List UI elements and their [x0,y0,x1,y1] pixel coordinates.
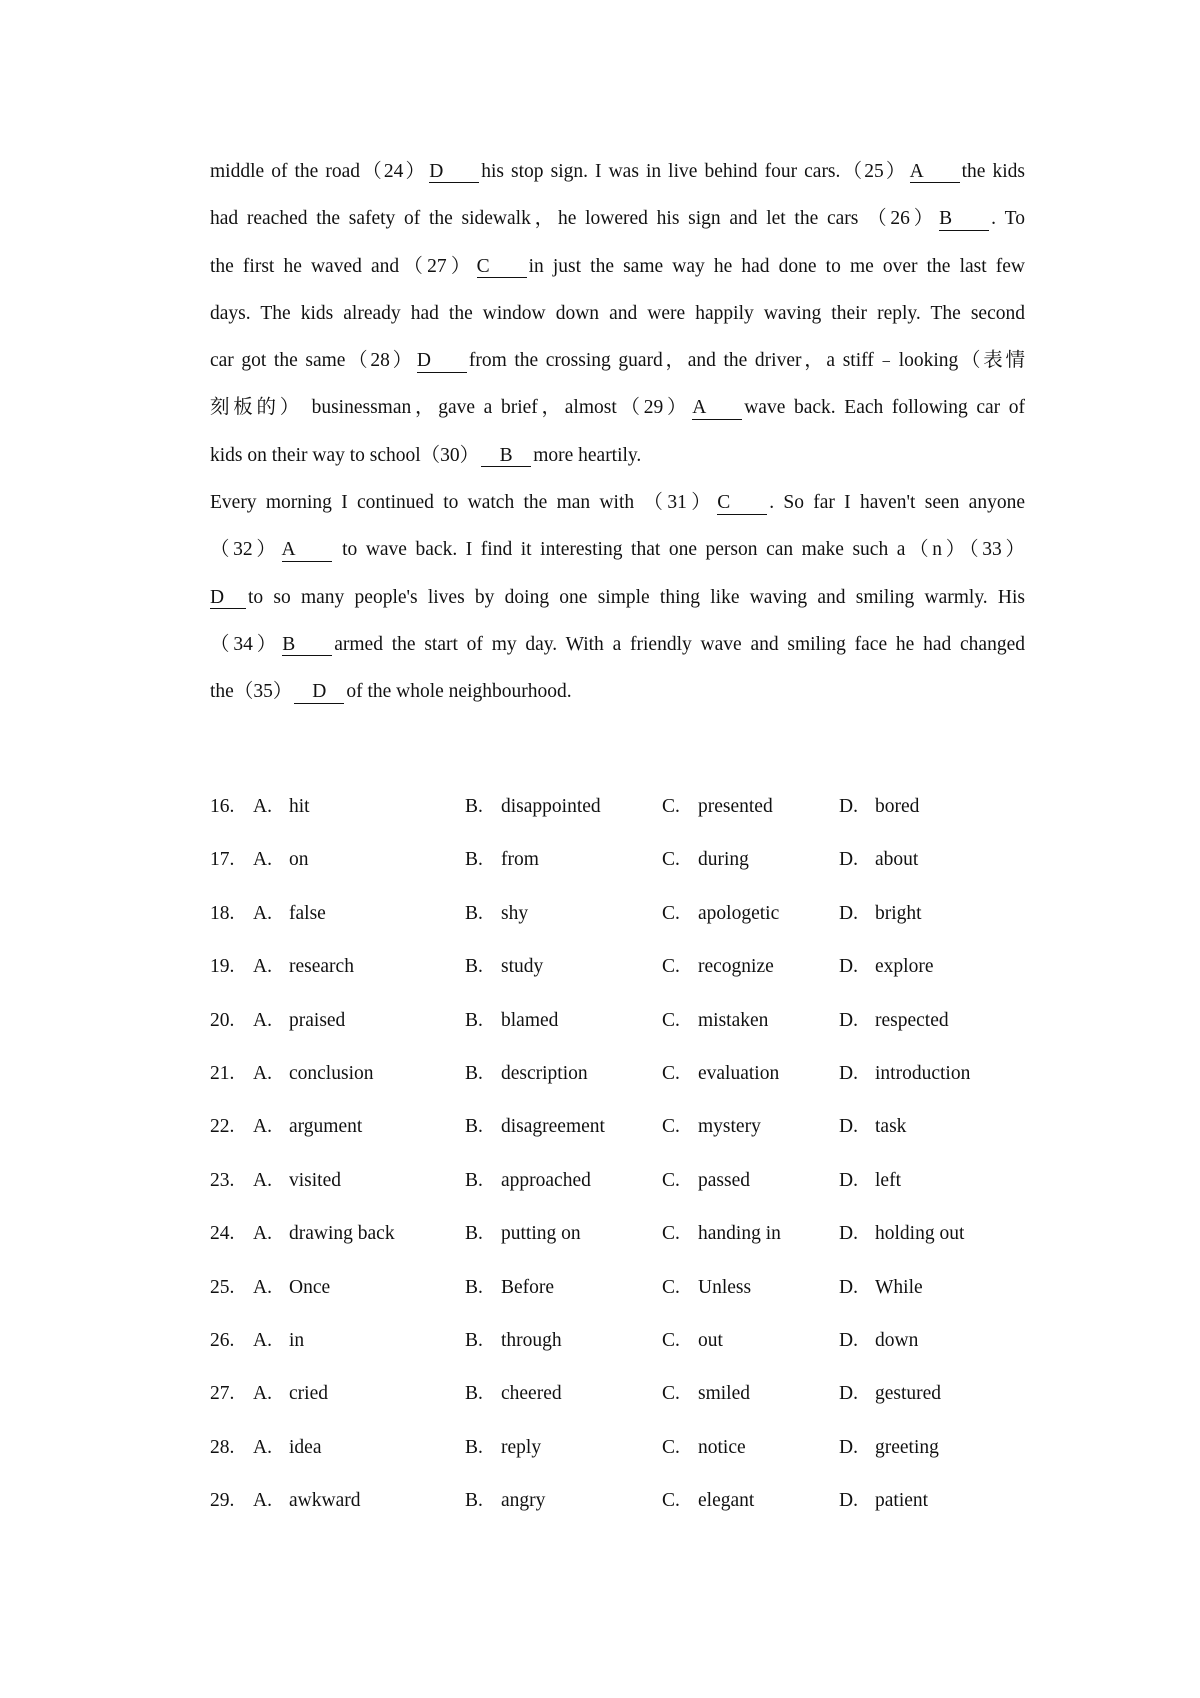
option-label: D. [839,1329,858,1351]
option-label: C. [662,1116,680,1138]
option-c [662,1367,750,1420]
option-a [210,1047,373,1100]
option-text: cried [289,1383,328,1405]
option-a [210,887,326,940]
question-number: 22. [210,1116,235,1138]
question-row [210,1154,1010,1207]
question-row [210,780,1010,833]
question-row [210,833,1010,886]
passage-line [210,290,1025,337]
passage-text: of the whole neighbourhood. [346,681,572,703]
option-label: B. [465,1169,483,1191]
question-number: 25. [210,1276,235,1298]
option-c [662,1154,750,1207]
passage-line [210,243,1025,290]
option-label: C. [662,1062,680,1084]
option-text: elegant [698,1490,755,1512]
option-label: B. [465,1062,483,1084]
option-text: awkward [289,1490,361,1512]
option-b [465,1367,562,1420]
option-label: D. [839,1276,858,1298]
option-text: hit [289,796,310,817]
option-d [839,994,949,1047]
option-a [210,833,309,886]
option-text: bored [875,796,920,817]
option-text: research [289,956,354,978]
option-label: A. [253,1009,272,1031]
passage-text: . So far I haven't seen anyone [769,492,1025,514]
option-label: A. [253,1436,272,1458]
option-label: B. [465,1329,483,1351]
option-text: blamed [501,1009,559,1031]
question-number: 18. [210,902,235,924]
option-d [839,780,919,833]
option-label: D. [839,1169,858,1191]
option-label: B. [465,1009,483,1031]
option-label: D. [839,956,858,978]
option-a [210,1154,341,1207]
question-row [210,1421,1010,1474]
option-label: C. [662,902,680,924]
option-text: patient [875,1490,929,1512]
option-label: B. [465,1223,483,1245]
question-row [210,940,1010,993]
question-row [210,994,1010,1047]
option-text: reply [501,1436,542,1458]
passage-text: his stop sign. I was in live behind four cars.（25） [481,161,908,182]
option-label: C. [662,1490,680,1512]
option-label: C. [662,796,680,817]
option-d [839,1474,928,1527]
question-number: 26. [210,1329,235,1351]
question-number: 21. [210,1062,235,1084]
option-text: through [501,1329,562,1351]
passage-text: from the crossing guard，and the driver，a stiff﹣looking（表情 [468,350,1025,372]
option-c [662,887,779,940]
option-label: A. [253,796,272,817]
option-b [465,1421,541,1474]
option-label: D. [839,796,858,817]
option-label: B. [465,1383,483,1405]
option-c [662,1207,781,1260]
option-text: angry [501,1490,546,1512]
question-number: 24. [210,1223,235,1245]
option-label: A. [253,1169,272,1191]
option-text: Before [501,1276,555,1298]
passage-text: in just the same way he had done to me over the last few [528,255,1025,277]
option-text: in [289,1329,305,1351]
question-row [210,1314,1010,1367]
passage-text: （32） [210,539,280,561]
option-d [839,1207,964,1260]
option-text: left [875,1169,901,1191]
answer-blank-32: A [282,540,332,561]
option-text: during [698,849,749,871]
answer-blank-24: D [429,162,479,183]
answer-blank-26: B [939,209,989,230]
option-text: bright [875,902,922,924]
option-label: A. [253,956,272,978]
option-label: D. [839,1436,858,1458]
option-b [465,1100,605,1153]
option-b [465,1154,591,1207]
option-label: B. [465,902,483,924]
option-label: A. [253,1062,272,1084]
answer-blank-29: A [692,398,742,419]
option-text: respected [875,1009,949,1031]
option-a [210,940,354,993]
passage-line [210,574,1025,621]
option-d [839,1100,906,1153]
option-d [839,1047,970,1100]
option-text: apologetic [698,902,780,924]
option-d [839,887,922,940]
option-a [210,1474,360,1527]
option-label: D. [839,1062,858,1084]
option-label: A. [253,1329,272,1351]
option-d [839,1314,918,1367]
passage-text: more heartily. [533,444,642,466]
option-a [210,1421,321,1474]
option-text: mystery [698,1116,761,1138]
option-label: C. [662,1436,680,1458]
question-row [210,1261,1010,1314]
passage-text: kids on their way to school（30） [210,444,480,466]
passage-text: wave back. Each following car of [744,397,1025,419]
option-text: praised [289,1009,346,1031]
answer-blank-28: D [417,351,467,372]
option-c [662,940,774,993]
answer-blank-33: D [210,588,246,609]
option-label: A. [253,1223,272,1245]
option-text: shy [501,902,529,924]
option-b [465,1261,554,1314]
option-b [465,887,528,940]
question-row [210,1207,1010,1260]
answer-blank-27: C [477,257,527,278]
option-text: conclusion [289,1062,374,1084]
option-a [210,1367,328,1420]
option-d [839,1154,901,1207]
question-number: 16. [210,796,235,817]
option-label: D. [839,1009,858,1031]
passage-text: car got the same（28） [210,350,415,372]
option-label: D. [839,1490,858,1512]
option-label: B. [465,1490,483,1512]
option-c [662,780,773,833]
option-b [465,994,558,1047]
option-label: C. [662,1276,680,1298]
option-label: B. [465,1436,483,1458]
passage-text: Every morning I continued to watch the man with （31） [210,492,716,514]
option-text: disappointed [501,796,601,817]
option-text: mistaken [698,1009,769,1031]
passage-text: the kids [961,161,1025,182]
option-a [210,1207,395,1260]
option-a [210,780,310,833]
question-number: 20. [210,1009,235,1031]
passage-line [210,195,1025,242]
option-text: Unless [698,1276,752,1298]
question-number: 23. [210,1169,235,1191]
option-text: drawing back [289,1223,395,1245]
option-text: from [501,849,539,871]
passage-line [210,668,1025,715]
option-text: study [501,956,544,978]
passage-line [210,384,1025,431]
option-a [210,994,345,1047]
option-text: explore [875,956,934,978]
option-text: false [289,902,326,924]
question-number: 28. [210,1436,235,1458]
option-label: B. [465,956,483,978]
question-row [210,887,1010,940]
option-text: recognize [698,956,774,978]
option-d [839,1421,939,1474]
passage-text: to so many people's lives by doing one simple thing like waving and smiling warmly. His [248,586,1025,608]
option-text: smiled [698,1383,750,1405]
option-b [465,1047,588,1100]
option-text: holding out [875,1223,965,1245]
options-list [210,780,1010,1527]
option-d [839,1367,941,1420]
question-row [210,1367,1010,1420]
option-text: on [289,849,309,871]
option-c [662,1421,746,1474]
option-text: gestured [875,1383,942,1405]
option-text: out [698,1329,723,1351]
passage-line [210,148,1025,195]
option-b [465,833,539,886]
option-label: A. [253,1276,272,1298]
passage-text: 刻板的） businessman，gave a brief，almost（29） [210,397,691,419]
question-row [210,1047,1010,1100]
option-label: B. [465,1276,483,1298]
option-label: D. [839,1116,858,1138]
passage-text: the first he waved and（27） [210,255,475,277]
passage-text: days. The kids already had the window down and were happily waving their reply. The second [210,302,1025,324]
passage-line [210,621,1025,668]
question-row [210,1100,1010,1153]
option-label: C. [662,1383,680,1405]
option-b [465,1474,545,1527]
option-a [210,1314,304,1367]
question-number: 27. [210,1383,235,1405]
option-text: task [875,1116,907,1138]
option-text: putting on [501,1223,581,1245]
passage-text: had reached the safety of the sidewalk，he lowered his sign and let the cars （26） [210,208,938,230]
passage-line [210,432,1025,479]
option-text: greeting [875,1436,939,1458]
option-text: introduction [875,1062,971,1084]
option-label: B. [465,1116,483,1138]
option-text: down [875,1329,919,1351]
question-number: 17. [210,849,235,871]
passage-text: to wave back. I find it interesting that one person can make such a（n）（33） [333,539,1025,561]
option-label: D. [839,1383,858,1405]
option-label: C. [662,849,680,871]
question-number: 29. [210,1490,235,1512]
passage-line [210,526,1025,573]
option-label: C. [662,1009,680,1031]
option-text: about [875,849,919,871]
option-label: A. [253,849,272,871]
option-d [839,833,918,886]
option-b [465,940,543,993]
option-c [662,1047,779,1100]
option-c [662,1314,723,1367]
option-a [210,1100,362,1153]
option-c [662,833,749,886]
option-text: handing in [698,1223,781,1245]
question-row [210,1474,1010,1527]
option-d [839,940,933,993]
answer-blank-34: B [282,635,332,656]
option-label: A. [253,902,272,924]
option-label: C. [662,1329,680,1351]
option-b [465,1314,562,1367]
answer-blank-31: C [717,493,767,514]
option-text: disagreement [501,1116,605,1138]
option-a [210,1261,330,1314]
question-number: 19. [210,956,235,978]
option-text: presented [698,796,773,817]
option-b [465,780,601,833]
option-text: description [501,1062,588,1084]
option-d [839,1261,923,1314]
option-label: B. [465,796,483,817]
option-label: C. [662,956,680,978]
passage-line [210,479,1025,526]
option-label: D. [839,849,858,871]
cloze-passage [210,148,1025,716]
option-label: D. [839,1223,858,1245]
passage-text: the（35） [210,681,293,703]
option-text: evaluation [698,1062,780,1084]
answer-blank-35: D [294,682,344,703]
option-text: Once [289,1276,331,1298]
option-text: passed [698,1169,750,1191]
option-text: approached [501,1169,591,1191]
option-c [662,994,768,1047]
option-text: idea [289,1436,322,1458]
option-label: C. [662,1223,680,1245]
option-text: notice [698,1436,746,1458]
passage-text: . To [991,208,1025,230]
passage-text: armed the start of my day. With a friendly wave and smiling face he had changed [334,633,1025,655]
option-c [662,1261,751,1314]
option-text: visited [289,1169,341,1191]
option-text: While [875,1276,923,1298]
answer-blank-25: A [910,162,960,183]
passage-text: （34） [210,633,281,655]
option-b [465,1207,581,1260]
option-text: cheered [501,1383,562,1405]
option-label: D. [839,902,858,924]
option-label: A. [253,1490,272,1512]
option-label: C. [662,1169,680,1191]
option-label: A. [253,1383,272,1405]
option-text: argument [289,1116,363,1138]
answer-blank-30: B [481,446,531,467]
option-label: A. [253,1116,272,1138]
passage-text: middle of the road（24） [210,161,428,182]
option-c [662,1100,761,1153]
option-c [662,1474,754,1527]
option-label: B. [465,849,483,871]
passage-line [210,337,1025,384]
